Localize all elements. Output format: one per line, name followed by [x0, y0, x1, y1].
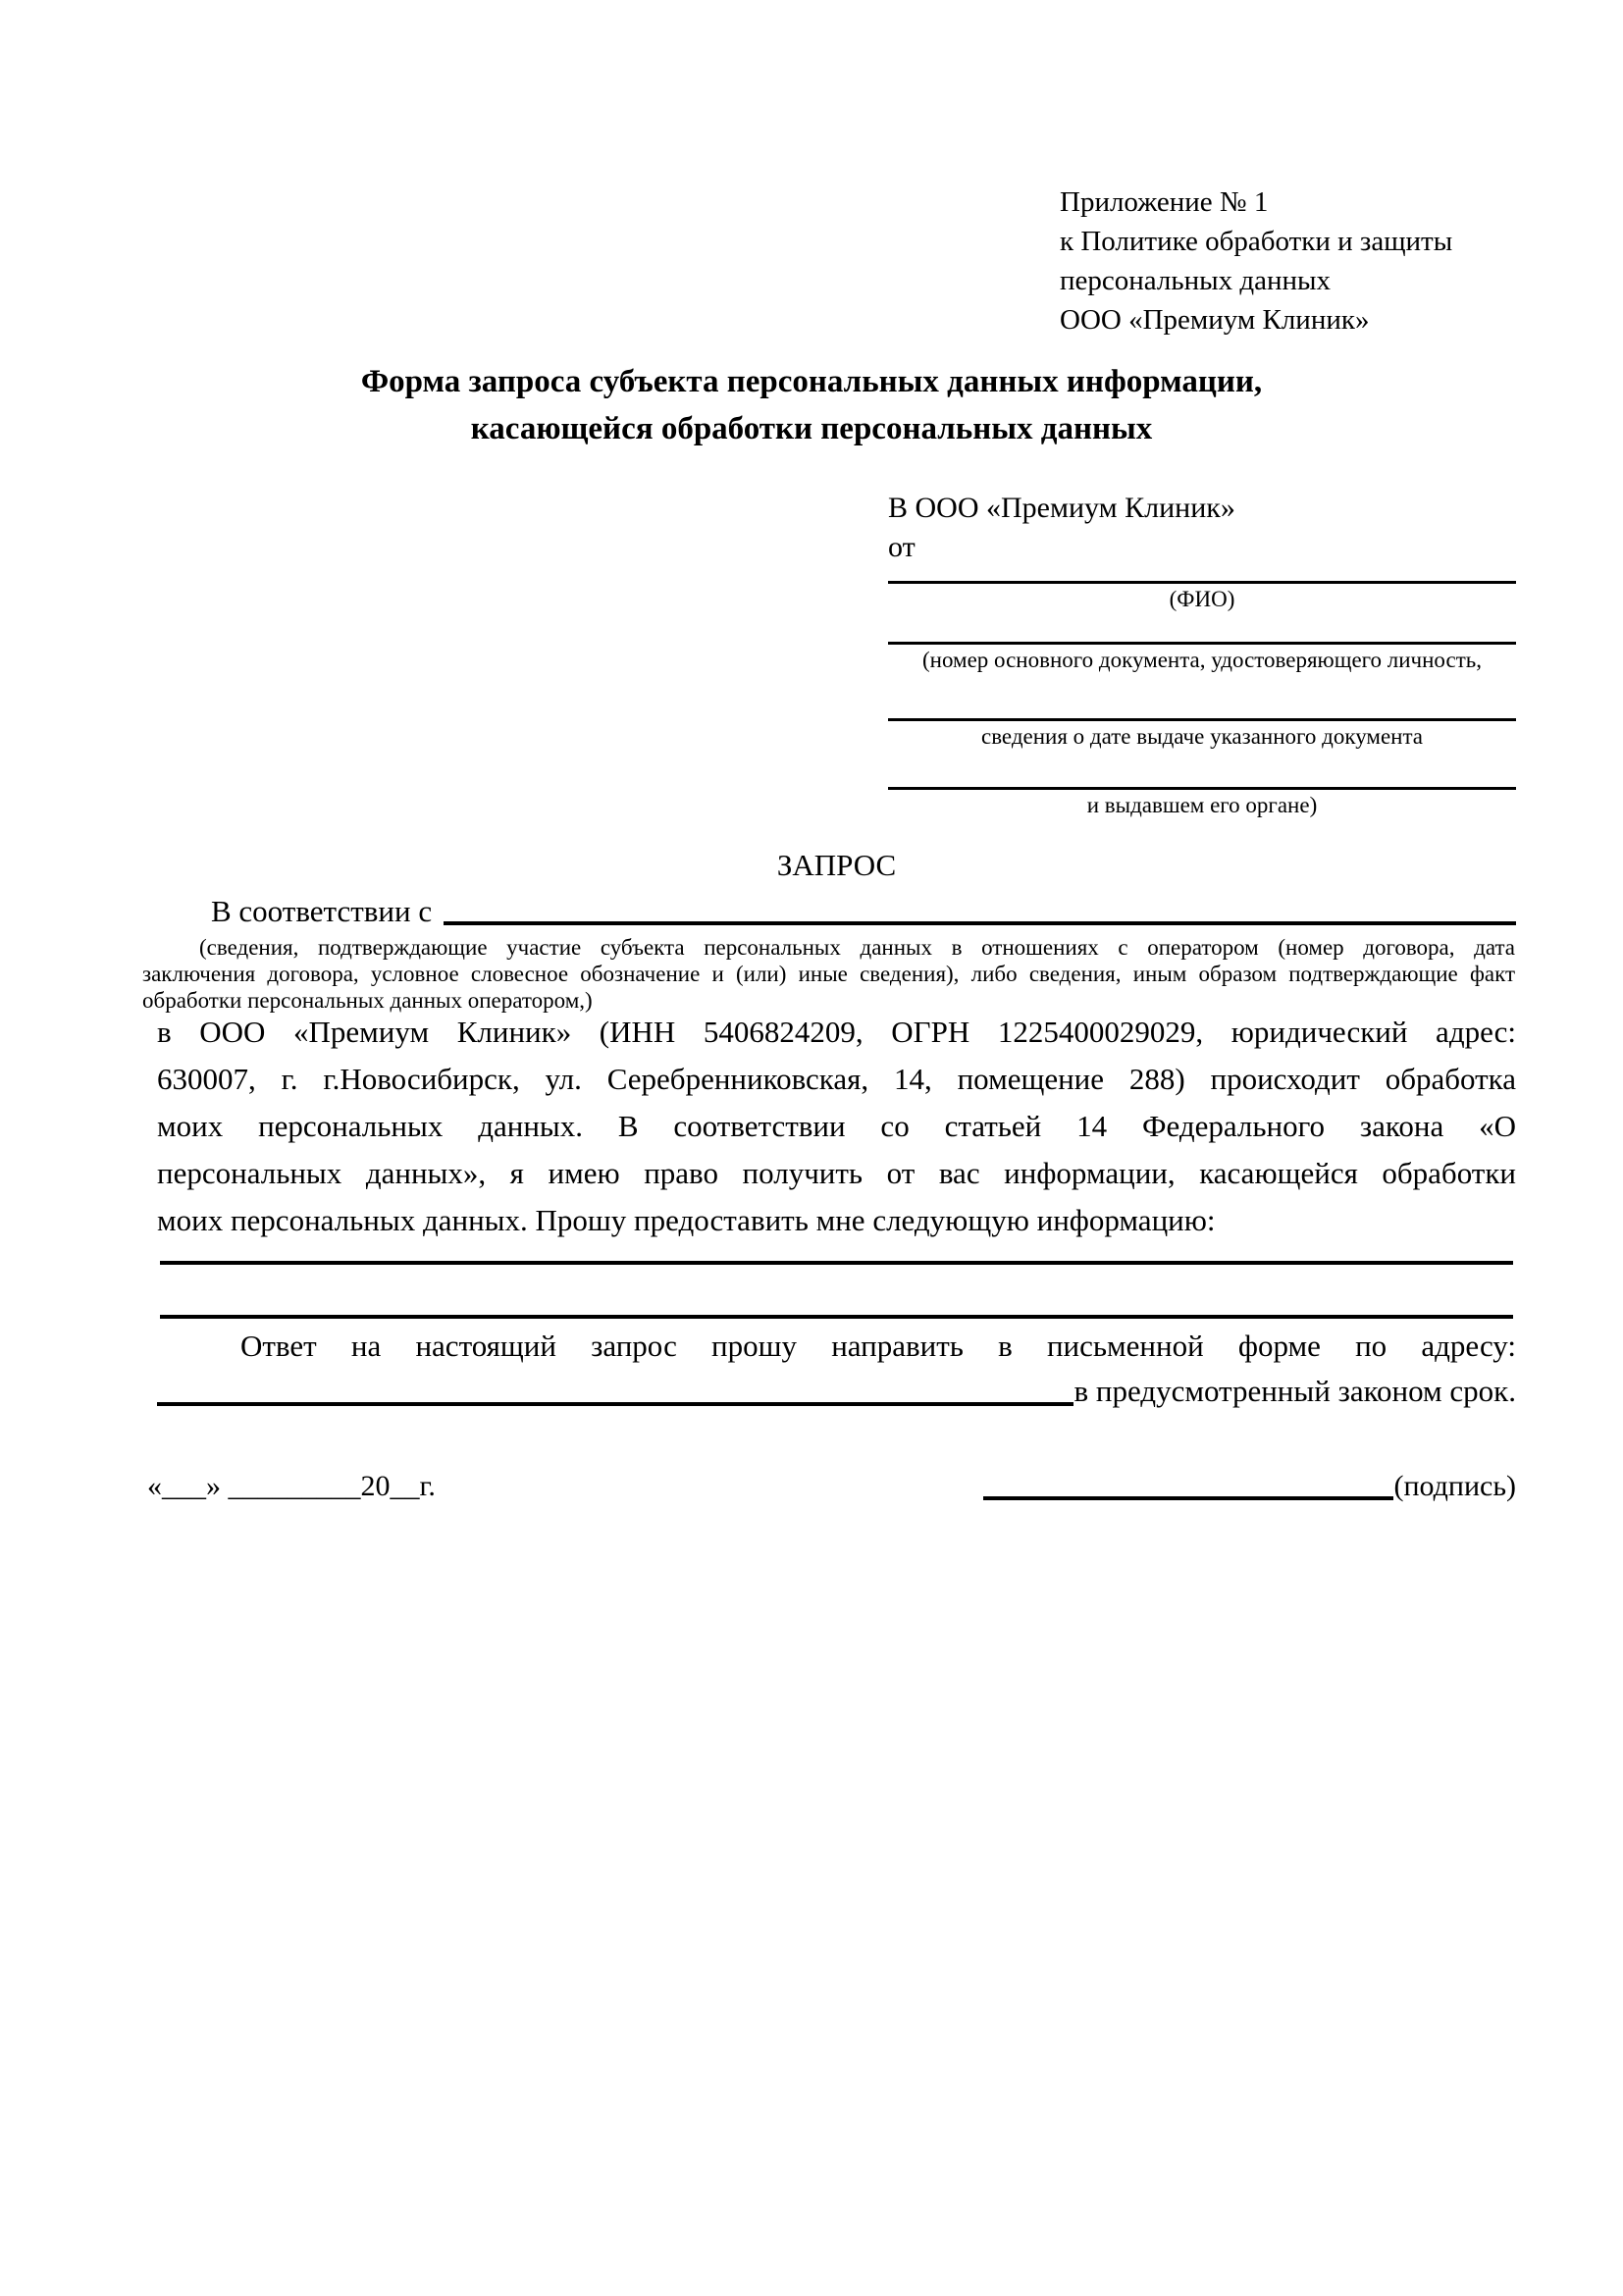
reply-tail-text: в предусмотренный законом срок.: [1073, 1374, 1516, 1408]
signature-line[interactable]: [983, 1496, 1393, 1500]
reply-address-line[interactable]: [157, 1402, 1073, 1406]
basis-note-line: обработки персональных данных оператором,): [142, 988, 593, 1013]
reply-address-row: [157, 1370, 1516, 1413]
intro-text: В соответствии с: [211, 894, 433, 928]
fio-caption: (ФИО): [1169, 587, 1235, 611]
document-title-line: касающейся обработки персональных данных: [470, 411, 1153, 446]
appendix-header: [1060, 183, 1452, 339]
request-body-line: 630007, г. г.Новосибирск, ул. Серебренниковская, 14, помещение 288) происходит обработка: [157, 1062, 1516, 1096]
agreement-basis-line[interactable]: [444, 921, 1516, 925]
document-title-line: Форма запроса субъекта персональных данных информации,: [360, 364, 1263, 399]
basis-note-line: (сведения, подтверждающие участие субъекта персональных данных в отношениях с оператором (номер договора, дата: [199, 935, 1515, 960]
request-body-line: моих персональных данных. В соответствии со статьей 14 Федерального закона «О: [157, 1109, 1516, 1143]
request-body-line: в ООО «Премиум Клиник» (ИНН 5406824209, ОГРН 1225400029029, юридический адрес:: [157, 1015, 1516, 1049]
basis-note: [142, 934, 1515, 1014]
request-heading: ЗАПРОС: [776, 848, 897, 882]
document-date-caption: сведения о дате выдаче указанного документа: [980, 724, 1424, 749]
date-field[interactable]: «___» _________20__г.: [147, 1470, 436, 1502]
reply-instruction: Ответ на настоящий запрос прошу направить в письменной форме по адресу:: [240, 1329, 1516, 1363]
document-title: [0, 358, 1623, 452]
appendix-header-line: к Политике обработки и защиты: [1060, 226, 1453, 257]
info-request-line-1[interactable]: [160, 1261, 1513, 1265]
document-number-caption: (номер основного документа, удостоверяющего личность,: [921, 648, 1482, 672]
basis-note-line: заключения договора, условное словесное обозначение и (или) иные сведения), либо сведения, иным образом подтверждающие факт: [142, 962, 1515, 986]
appendix-header-line: персональных данных: [1060, 265, 1332, 296]
request-body-line: персональных данных», я имею право получить от вас информации, касающейся обработки: [157, 1156, 1516, 1190]
info-request-line-2[interactable]: [160, 1315, 1513, 1319]
appendix-header-line: Приложение № 1: [1060, 186, 1269, 218]
footer-row: [147, 1466, 1516, 1507]
intro-line: [157, 891, 1516, 932]
addressee-from-label: от: [888, 531, 916, 563]
signature-group: [983, 1466, 1516, 1507]
appendix-header-line: ООО «Премиум Клиник»: [1060, 304, 1370, 336]
addressee-org: В ООО «Премиум Клиник»: [888, 492, 1235, 524]
request-body: [157, 1009, 1516, 1244]
signature-caption: (подпись): [1393, 1470, 1516, 1502]
request-body-line: моих персональных данных. Прошу предоставить мне следующую информацию:: [157, 1203, 1216, 1237]
issuing-authority-caption: и выдавшем его органе): [1086, 793, 1318, 817]
addressee-block: [888, 489, 1516, 818]
